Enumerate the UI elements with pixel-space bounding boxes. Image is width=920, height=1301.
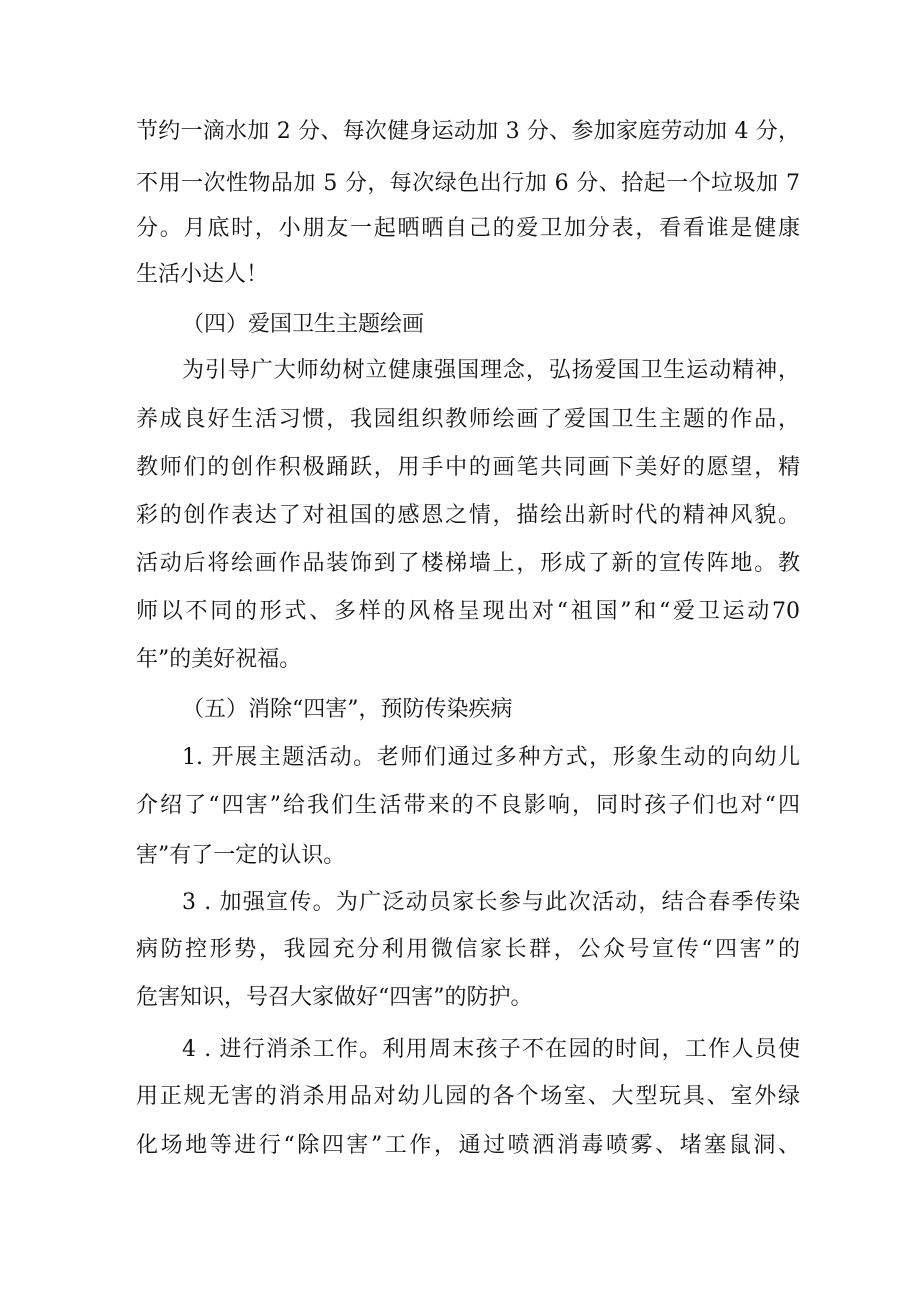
paragraph-line: 养成良好生活习惯，我园组织教师绘画了爱国卫生主题的作品， (136, 407, 800, 432)
paragraph-line: 用正规无害的消杀用品对幼儿园的各个场室、大型玩具、室外绿 (136, 1084, 800, 1109)
paragraph-line: 节约一滴水加 2 分、每次健身运动加 3 分、参加家庭劳动加 4 分， (136, 119, 800, 144)
paragraph-line: 害”有了一定的认识。 (136, 843, 346, 868)
paragraph-line: 师以不同的形式、多样的风格呈现出对“祖国”和“爱卫运动70 (136, 599, 800, 624)
paragraph-line: 活动后将绘画作品装饰到了楼梯墙上，形成了新的宣传阵地。教 (136, 551, 800, 576)
paragraph-line: 3 . 加强宣传。为广泛动员家长参与此次活动，结合春季传染 (182, 890, 800, 915)
section-heading-5: （五）消除“四害”，预防传染疾病 (182, 697, 513, 722)
paragraph-line: 教师们的创作积极踊跃，用手中的画笔共同画下美好的愿望，精 (136, 455, 800, 480)
paragraph-line: 生活小达人！ (136, 262, 269, 287)
paragraph-line: 彩的创作表达了对祖国的感恩之情，描绘出新时代的精神风貌。 (136, 503, 800, 528)
paragraph-line: 为引导广大师幼树立健康强国理念，弘扬爱国卫生运动精神， (182, 358, 800, 383)
paragraph-line: 1. 开展主题活动。老师们通过多种方式，形象生动的向幼儿 (182, 745, 800, 770)
paragraph-line: 年”的美好祝福。 (136, 647, 302, 672)
paragraph-line: 化场地等进行“除四害”工作，通过喷洒消毒喷雾、堵塞鼠洞、 (136, 1133, 800, 1158)
section-heading-4: （四）爱国卫生主题绘画 (182, 312, 425, 337)
paragraph-line: 不用一次性物品加 5 分，每次绿色出行加 6 分、拾起一个垃圾加 7 (136, 171, 800, 196)
paragraph-line: 4 . 进行消杀工作。利用周末孩子不在园的时间，工作人员使 (182, 1037, 800, 1062)
paragraph-line: 病防控形势，我园充分利用微信家长群，公众号宣传“四害”的 (136, 937, 800, 962)
paragraph-line: 介绍了“四害”给我们生活带来的不良影响，同时孩子们也对“四 (136, 793, 800, 818)
paragraph-line: 危害知识，号召大家做好“四害”的防护。 (136, 985, 533, 1010)
paragraph-line: 分。月底时，小朋友一起晒晒自己的爱卫加分表，看看谁是健康 (136, 216, 800, 241)
